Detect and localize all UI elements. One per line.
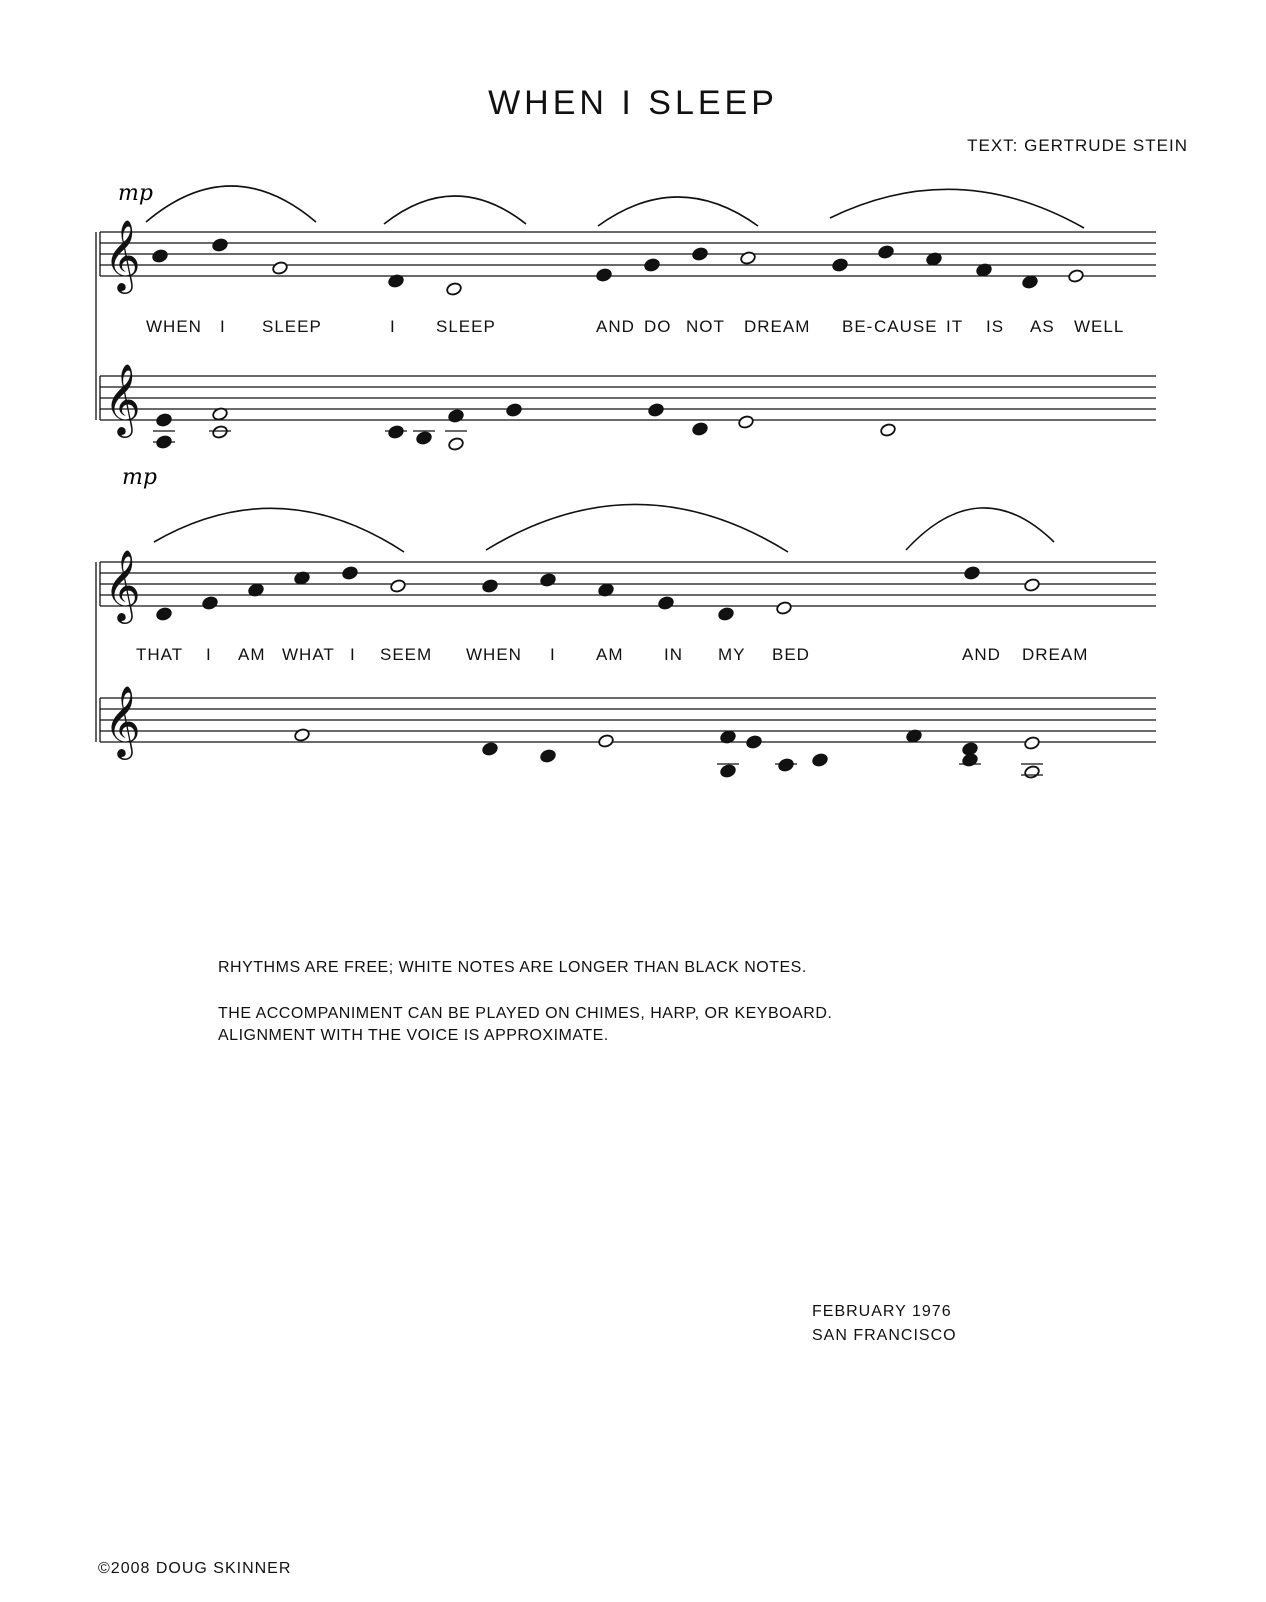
black-note-head bbox=[778, 758, 795, 773]
black-note-head bbox=[388, 425, 405, 440]
lyric-syllable: I bbox=[206, 645, 212, 664]
black-note-head bbox=[540, 749, 557, 764]
slur bbox=[906, 508, 1054, 550]
lyric-syllable: DREAM bbox=[1022, 645, 1089, 664]
lyric-syllable: BE- bbox=[842, 317, 874, 336]
black-note-head bbox=[644, 258, 661, 273]
lyric-syllable: IN bbox=[664, 645, 683, 664]
white-note-head bbox=[738, 415, 755, 430]
lyric-syllable: IS bbox=[986, 317, 1005, 336]
treble-clef-icon: 𝄞 bbox=[104, 362, 141, 435]
white-note-head bbox=[390, 579, 407, 594]
lyric-syllable: AM bbox=[238, 645, 266, 664]
place-date-block bbox=[812, 1300, 957, 1348]
lyric-syllable: SLEEP bbox=[436, 317, 496, 336]
lyric-syllable: SLEEP bbox=[262, 317, 322, 336]
lyric-syllable: WHAT bbox=[282, 645, 335, 664]
white-note-head bbox=[294, 728, 311, 743]
black-note-head bbox=[202, 596, 219, 611]
black-note-head bbox=[482, 579, 499, 594]
lyric-syllable: DO bbox=[644, 317, 672, 336]
lyric-syllable: THAT bbox=[136, 645, 184, 664]
slur bbox=[598, 197, 758, 226]
lyric-syllable: AS bbox=[1030, 317, 1055, 336]
lyric-syllable: BED bbox=[772, 645, 810, 664]
slur bbox=[384, 196, 526, 224]
composition-date: FEBRUARY 1976 bbox=[812, 1303, 952, 1320]
lyric-syllable: WELL bbox=[1074, 317, 1125, 336]
white-note-head bbox=[1024, 736, 1041, 751]
lyric-syllable: SEEM bbox=[380, 645, 433, 664]
performance-note: RHYTHMS ARE FREE; WHITE NOTES ARE LONGER THAN BLACK NOTES. bbox=[218, 959, 807, 976]
lyric-syllable: DREAM bbox=[744, 317, 811, 336]
black-note-head bbox=[964, 566, 981, 581]
black-note-head bbox=[692, 247, 709, 262]
lyric-syllable: I bbox=[220, 317, 226, 336]
black-note-head bbox=[962, 753, 979, 768]
black-note-head bbox=[540, 573, 557, 588]
lyric-syllable: MY bbox=[718, 645, 746, 664]
black-note-head bbox=[720, 764, 737, 779]
black-note-head bbox=[212, 238, 229, 253]
lyric-syllable: NOT bbox=[686, 317, 725, 336]
lyric-syllable: CAUSE bbox=[874, 317, 938, 336]
black-note-head bbox=[718, 607, 735, 622]
white-note-head bbox=[1068, 269, 1085, 284]
black-note-head bbox=[832, 258, 849, 273]
black-note-head bbox=[482, 742, 499, 757]
black-note-head bbox=[156, 413, 173, 428]
dynamic-marking: mp bbox=[118, 181, 153, 206]
slur bbox=[830, 189, 1084, 228]
treble-clef-icon: 𝄞 bbox=[104, 548, 141, 621]
lyric-syllable: AM bbox=[596, 645, 624, 664]
lyric-syllable: WHEN bbox=[466, 645, 522, 664]
copyright-notice: ©2008 DOUG SKINNER bbox=[98, 1560, 292, 1577]
performance-note: ALIGNMENT WITH THE VOICE IS APPROXIMATE. bbox=[218, 1027, 609, 1044]
treble-clef-icon: 𝄞 bbox=[104, 218, 141, 291]
lyric-syllable: AND bbox=[962, 645, 1001, 664]
white-note-head bbox=[272, 261, 289, 276]
lyric-syllable: I bbox=[550, 645, 556, 664]
black-note-head bbox=[156, 607, 173, 622]
page-title: WHEN I SLEEP bbox=[488, 84, 778, 122]
white-note-head bbox=[448, 437, 465, 452]
black-note-head bbox=[878, 245, 895, 260]
performance-note: THE ACCOMPANIMENT CAN BE PLAYED ON CHIMES, HARP, OR KEYBOARD. bbox=[218, 1005, 833, 1022]
text-credit: TEXT: GERTRUDE STEIN bbox=[967, 136, 1188, 155]
composition-place: SAN FRANCISCO bbox=[812, 1327, 957, 1344]
black-note-head bbox=[506, 403, 523, 418]
white-note-head bbox=[598, 734, 615, 749]
black-note-head bbox=[1022, 275, 1039, 290]
lyric-syllable: WHEN bbox=[146, 317, 202, 336]
black-note-head bbox=[342, 566, 359, 581]
black-note-head bbox=[812, 753, 829, 768]
black-note-head bbox=[448, 409, 465, 424]
slur bbox=[486, 504, 788, 552]
white-note-head bbox=[446, 282, 463, 297]
dynamic-marking: mp bbox=[122, 465, 157, 490]
white-note-head bbox=[1024, 765, 1041, 780]
lyric-syllable: I bbox=[390, 317, 396, 336]
white-note-head bbox=[1024, 578, 1041, 593]
white-note-head bbox=[740, 251, 757, 266]
black-note-head bbox=[648, 403, 665, 418]
black-note-head bbox=[596, 268, 613, 283]
black-note-head bbox=[692, 422, 709, 437]
lyric-syllable: AND bbox=[596, 317, 635, 336]
lyric-syllable: IT bbox=[946, 317, 964, 336]
black-note-head bbox=[416, 431, 433, 446]
white-note-head bbox=[880, 423, 897, 438]
treble-clef-icon: 𝄞 bbox=[104, 684, 141, 757]
white-note-head bbox=[776, 601, 793, 616]
slur bbox=[146, 186, 316, 222]
slur bbox=[154, 508, 404, 552]
lyric-syllable: I bbox=[350, 645, 356, 664]
white-note-head bbox=[212, 425, 229, 440]
black-note-head bbox=[658, 596, 675, 611]
black-note-head bbox=[152, 249, 169, 264]
black-note-head bbox=[746, 735, 763, 750]
